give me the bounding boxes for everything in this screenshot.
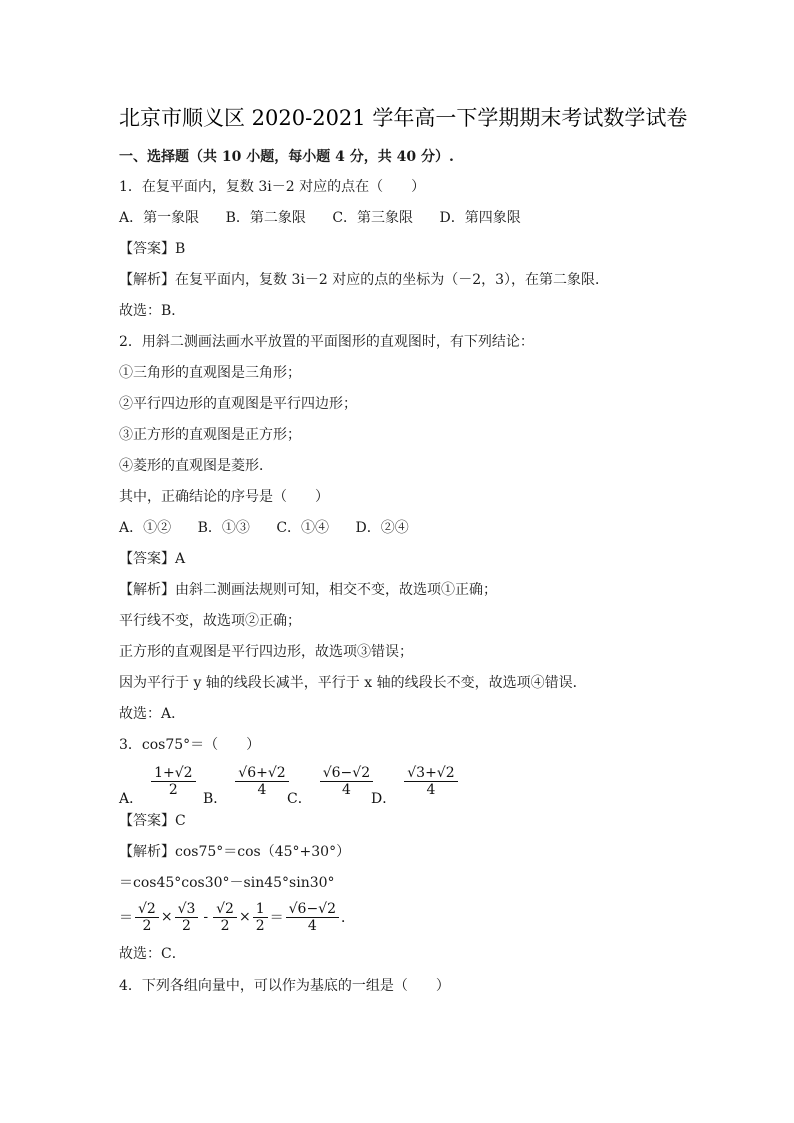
q2-stem: 2．用斜二测画法画水平放置的平面图形的直观图时，有下列结论： (119, 334, 534, 350)
q3-option-d-denominator: 4 (426, 782, 436, 798)
calc-fraction-5-num: √6−√2 (286, 901, 339, 918)
q3-stem: 3．cos75°＝（ ） (119, 737, 261, 753)
q3-answer: 【答案】C (119, 813, 186, 829)
q3-option-c-numerator: √6−√2 (320, 765, 373, 782)
q2-analysis-2: 平行线不变，故选项②正确； (119, 613, 301, 629)
q2-analysis-3: 正方形的直观图是平行四边形，故选项③错误； (119, 644, 413, 660)
q3-option-c-label: C． (287, 791, 312, 807)
q3-conclusion: 故选：C． (119, 946, 186, 962)
q3-analysis-1: 【解析】cos75°＝cos（45°+30°） (119, 844, 351, 860)
q3-option-d-label: D． (371, 791, 397, 807)
q3-option-b-fraction (235, 765, 288, 798)
q3-analysis-2: ＝cos45°cos30°－sin45°sin30° (119, 875, 335, 891)
q3-option-d-numerator: √3+√2 (404, 765, 457, 782)
q3-option-a-denominator: 2 (168, 782, 178, 798)
q2-conclusion: 故选：A． (119, 706, 186, 722)
q3-option-c (287, 765, 375, 808)
q3-option-c-denominator: 4 (341, 782, 351, 798)
calc-fraction-2 (175, 901, 199, 934)
calc-equals: ＝ (119, 910, 133, 926)
q3-option-b-label: B． (203, 791, 228, 807)
calc-fraction-1-den: 2 (142, 917, 152, 934)
q2-answer: 【答案】A (119, 551, 186, 567)
calc-times-1: × (160, 909, 173, 925)
q3-option-b (203, 765, 291, 808)
calc-fraction-4-den: 2 (255, 917, 265, 934)
calc-fraction-3-num: √2 (213, 901, 237, 918)
q2-question: 其中，正确结论的序号是（ ） (119, 489, 329, 505)
q2-options (119, 519, 431, 537)
q2-item-1: ①三角形的直观图是三角形； (119, 365, 301, 381)
calc-fraction-5-den: 4 (307, 917, 317, 934)
q3-option-b-denominator: 4 (257, 782, 267, 798)
calc-fraction-3-den: 2 (220, 917, 230, 934)
q1-option-c: C．第三象限 (332, 210, 414, 226)
section-heading: 一、选择题（共 10 小题，每小题 4 分，共 40 分）. (119, 149, 454, 165)
calc-minus: - (203, 909, 209, 925)
calc-fraction-1 (135, 901, 159, 934)
calc-fraction-2-den: 2 (182, 917, 191, 934)
q3-option-a (119, 765, 198, 808)
q2-analysis-4: 因为平行于 y 轴的线段长减半，平行于 x 轴的线段长不变，故选项④错误． (119, 675, 587, 691)
calc-fraction-4-num: 1 (253, 901, 268, 918)
q1-option-a: A．第一象限 (119, 210, 200, 226)
q1-answer: 【答案】B (119, 241, 186, 257)
calc-fraction-2-num: √3 (175, 901, 199, 918)
q1-option-b: B．第二象限 (225, 210, 306, 226)
q3-option-a-fraction (151, 765, 195, 798)
calc-end: ． (341, 910, 355, 926)
q1-conclusion: 故选：B． (119, 303, 186, 319)
q3-option-d (371, 765, 460, 808)
q3-option-a-label: A． (119, 791, 144, 807)
q2-option-b: B．①③ (197, 520, 250, 536)
q4-stem: 4．下列各组向量中，可以作为基底的一组是（ ） (119, 978, 450, 994)
calc-times-2: × (238, 909, 251, 925)
q1-options (119, 209, 543, 227)
q2-item-4: ④菱形的直观图是菱形． (119, 458, 273, 474)
q3-calculation (119, 897, 355, 937)
q2-option-c: C．①④ (276, 520, 330, 536)
q3-option-d-fraction (404, 765, 457, 798)
q3-option-b-numerator: √6+√2 (235, 765, 288, 782)
q2-item-3: ③正方形的直观图是正方形； (119, 427, 301, 443)
calc-fraction-5 (286, 901, 339, 934)
calc-fraction-3 (213, 901, 237, 934)
calc-fraction-1-num: √2 (135, 901, 159, 918)
q3-options (119, 760, 679, 808)
calc-fraction-4 (253, 901, 268, 934)
q2-option-d: D．②④ (355, 520, 409, 536)
q2-item-2: ②平行四边形的直观图是平行四边形； (119, 396, 357, 412)
q2-option-a: A．①② (119, 520, 172, 536)
q3-option-a-numerator: 1+√2 (151, 765, 195, 782)
q2-analysis-1: 【解析】由斜二测画法规则可知，相交不变，故选项①正确； (119, 582, 497, 598)
page-title: 北京市顺义区 2020-2021 学年高一下学期期末考试数学试卷 (119, 106, 688, 130)
calc-equals-2: ＝ (269, 910, 284, 926)
q1-analysis: 【解析】在复平面内，复数 3i－2 对应的点的坐标为（－2，3），在第二象限． (119, 272, 610, 288)
q1-option-d: D．第四象限 (439, 210, 521, 226)
q3-option-c-fraction (320, 765, 373, 798)
q1-stem: 1．在复平面内，复数 3i－2 对应的点在（ ） (119, 179, 426, 195)
